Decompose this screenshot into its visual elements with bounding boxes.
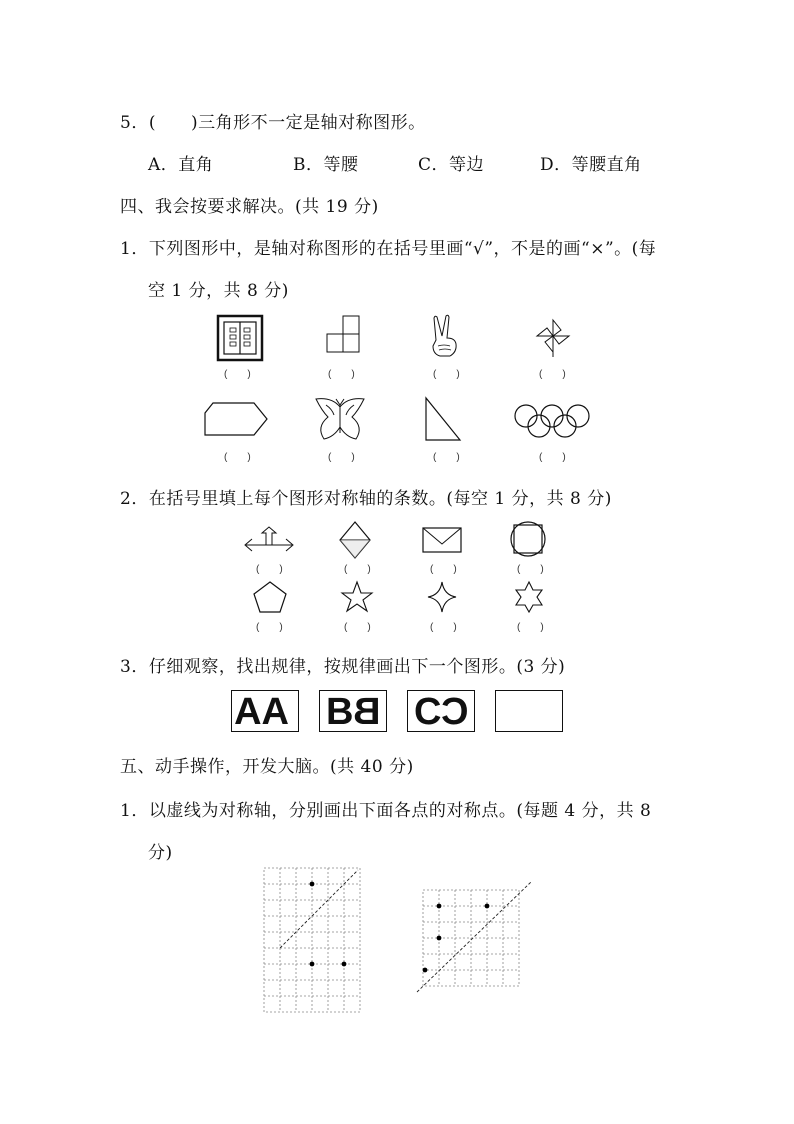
section4-title: 四、我会按要求解决。(共 19 分)	[120, 197, 379, 217]
answer-paren-2-8[interactable]: ( )	[517, 622, 544, 633]
q5-stem: 5．( )三角形不一定是轴对称图形。	[120, 113, 426, 133]
pattern-letter-c-mirrored: C	[441, 691, 469, 733]
q5-option-b: B．等腰	[293, 155, 359, 175]
pattern-box-bb	[319, 690, 387, 732]
answer-paren-1-5[interactable]: ( )	[224, 452, 251, 463]
butterfly-figure	[312, 397, 368, 443]
s4-q3: 3．仔细观察，找出规律，按规律画出下一个图形。(3 分)	[120, 657, 566, 677]
answer-paren-2-4[interactable]: ( )	[517, 564, 544, 575]
answer-paren-1-6[interactable]: ( )	[328, 452, 355, 463]
answer-paren-1-7[interactable]: ( )	[433, 452, 460, 463]
pattern-box-aa	[231, 690, 299, 732]
victory-hand-figure	[428, 314, 464, 360]
answer-paren-2-6[interactable]: ( )	[344, 622, 371, 633]
circle-square-figure	[509, 520, 547, 558]
olympic-rings-figure	[512, 403, 592, 439]
section5-title: 五、动手操作，开发大脑。(共 40 分)	[120, 757, 414, 777]
answer-paren-1-3[interactable]: ( )	[433, 369, 460, 380]
pentagon-figure	[252, 580, 288, 614]
answer-paren-2-7[interactable]: ( )	[430, 622, 457, 633]
grid1-point-3	[342, 962, 347, 967]
pattern-letter-a: A	[261, 691, 289, 733]
q5-option-c: C．等边	[418, 155, 485, 175]
five-point-star-figure	[340, 580, 374, 614]
six-point-star-figure	[512, 580, 546, 614]
answer-paren-2-3[interactable]: ( )	[430, 564, 457, 575]
grid2-point-2	[485, 904, 490, 909]
grid2-point-1	[437, 904, 442, 909]
pattern-letter-c: C	[414, 691, 442, 733]
symmetry-grid-1[interactable]	[262, 866, 362, 1014]
pattern-letter-b: B	[326, 691, 354, 733]
pattern-letter-a-mirrored: A	[234, 691, 262, 733]
answer-paren-2-1[interactable]: ( )	[256, 564, 283, 575]
double-door-figure	[217, 315, 263, 361]
answer-paren-1-1[interactable]: ( )	[224, 369, 251, 380]
envelope-figure	[422, 527, 462, 553]
answer-paren-2-5[interactable]: ( )	[256, 622, 283, 633]
grid2-point-3	[437, 936, 442, 941]
s5-q1-line1: 1．以虚线为对称轴，分别画出下面各点的对称点。(每题 4 分，共 8	[120, 801, 652, 821]
right-triangle-figure	[424, 396, 462, 442]
grid2-point-4	[423, 968, 428, 973]
symmetry-axis-1	[280, 870, 358, 948]
answer-paren-1-2[interactable]: ( )	[328, 369, 355, 380]
four-point-star-figure	[426, 580, 458, 614]
answer-paren-1-8[interactable]: ( )	[539, 452, 566, 463]
diamond-figure	[338, 520, 372, 560]
q5-option-d: D．等腰直角	[540, 155, 642, 175]
pattern-answer-box[interactable]	[495, 690, 563, 732]
pattern-box-cc	[407, 690, 475, 732]
answer-paren-2-2[interactable]: ( )	[344, 564, 371, 575]
q5-option-a: A．直角	[148, 155, 214, 175]
arrows-figure	[242, 525, 296, 555]
symmetry-axis-2	[417, 882, 531, 992]
hexagon-tag-figure	[204, 402, 268, 436]
answer-paren-1-4[interactable]: ( )	[539, 369, 566, 380]
s5-q1-line2: 分)	[148, 843, 173, 863]
s4-q2: 2．在括号里填上每个图形对称轴的条数。(每空 1 分，共 8 分)	[120, 489, 612, 509]
s4-q1-line1: 1．下列图形中，是轴对称图形的在括号里画“√”，不是的画“×”。(每	[120, 239, 657, 259]
symmetry-grid-2[interactable]	[413, 880, 535, 994]
grid1-point-1	[310, 882, 315, 887]
block-shape-figure	[326, 314, 362, 356]
s4-q1-line2: 空 1 分，共 8 分)	[148, 281, 289, 301]
pinwheel-figure	[531, 316, 575, 358]
grid1-point-2	[310, 962, 315, 967]
pattern-letter-b-mirrored: B	[353, 691, 381, 733]
